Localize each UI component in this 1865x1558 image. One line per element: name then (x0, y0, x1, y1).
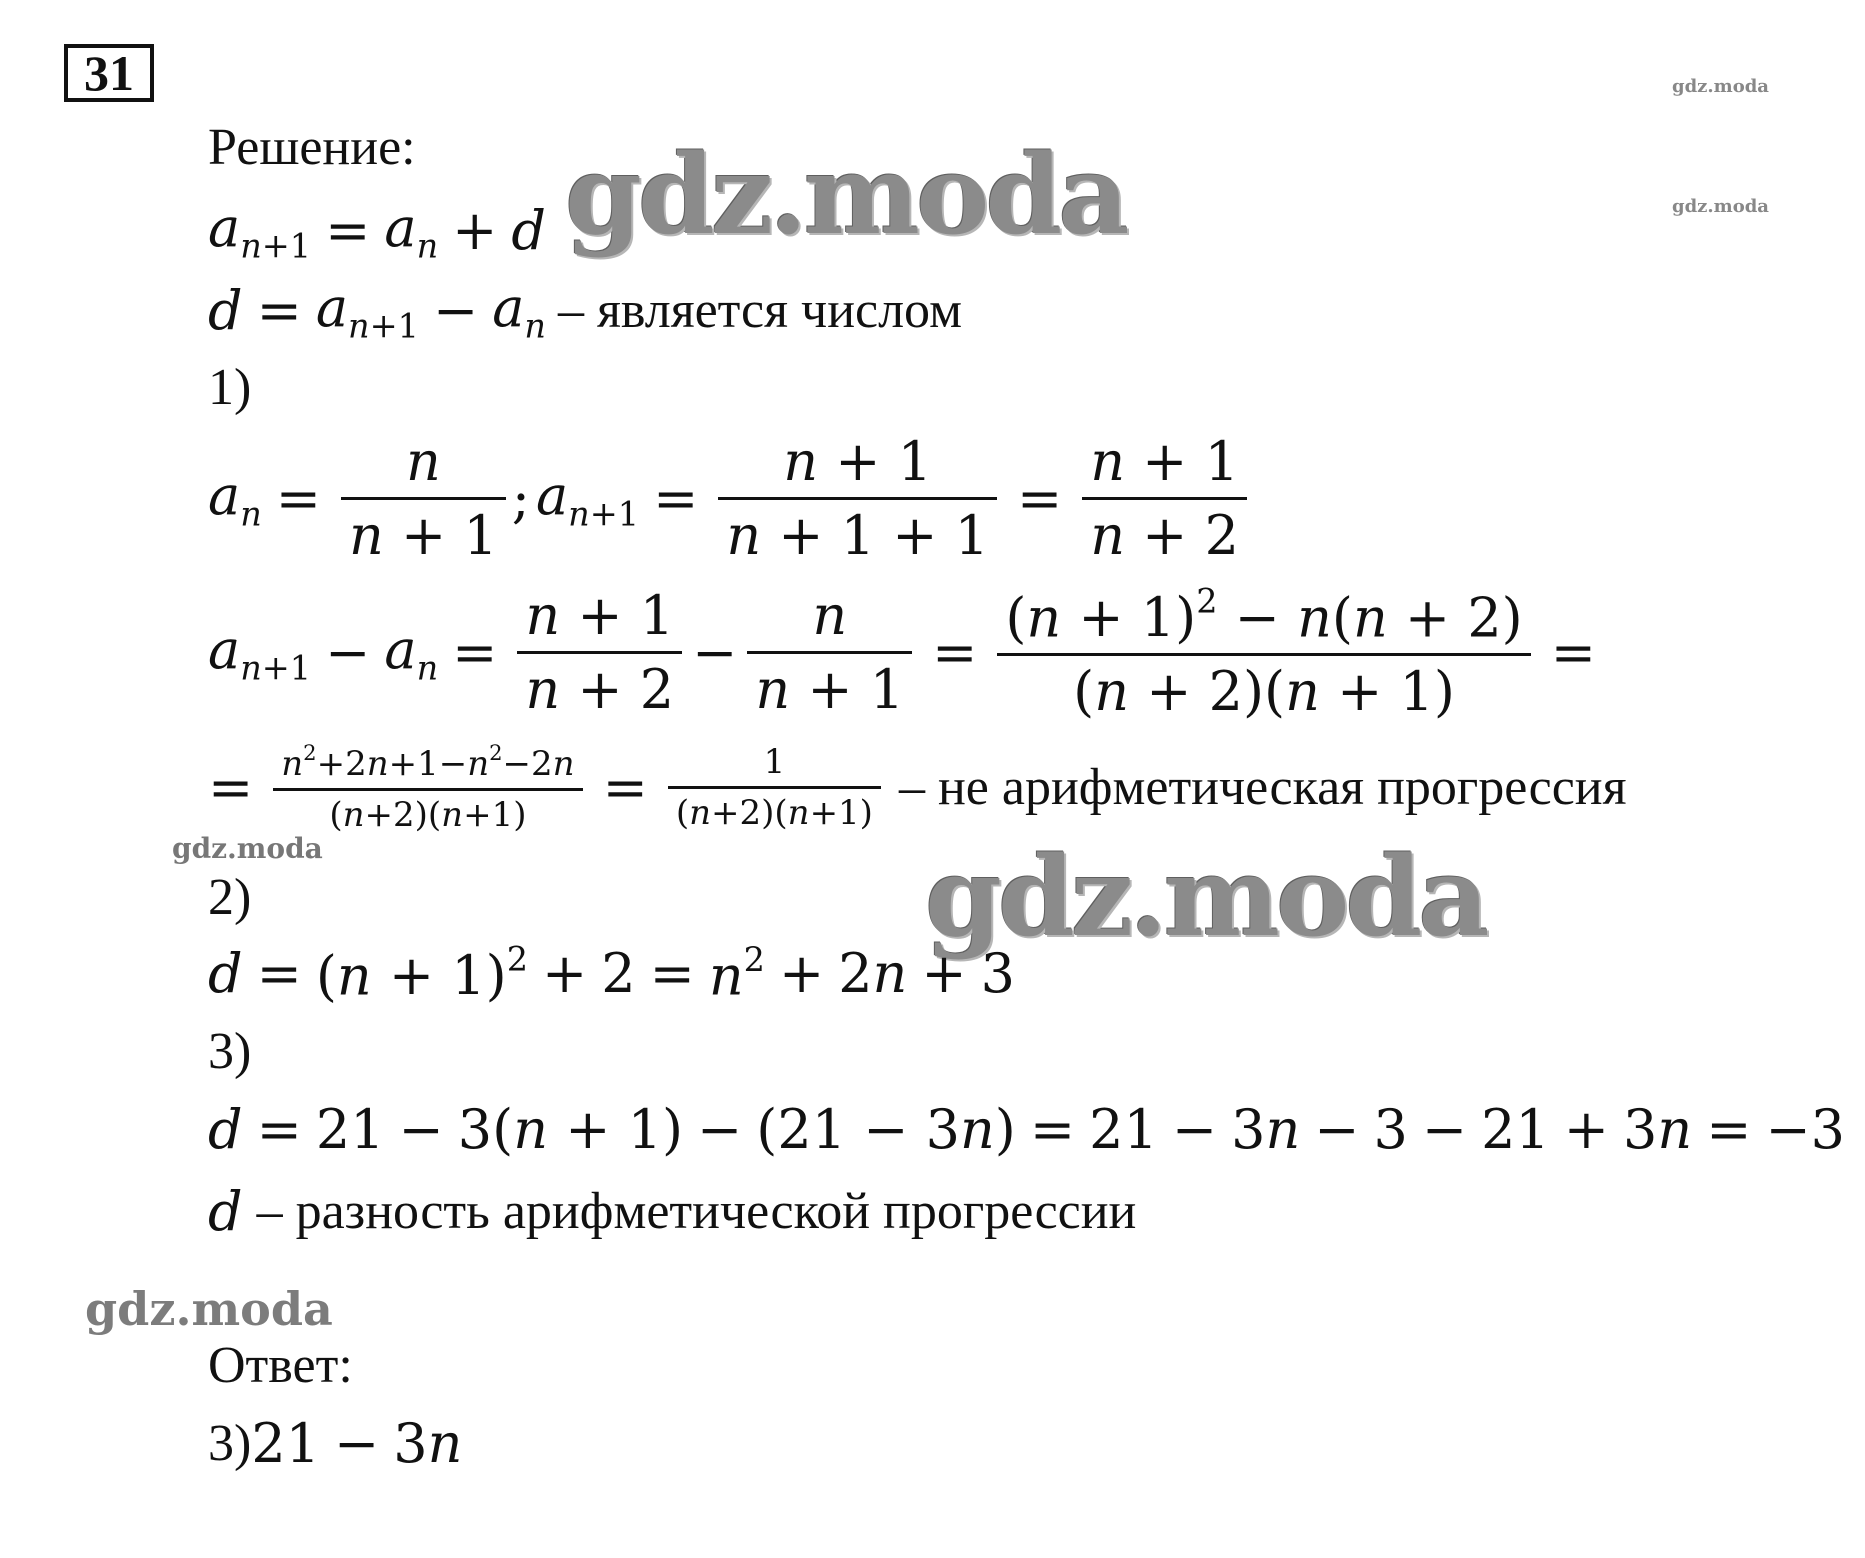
formula-case1-terms: $a_n$ = $\frac{n}{n + 1}$ ; $a_{n+1}$ = $\frac{n + 1}{n + 1 + 1}$ = $\frac{n + 1}{n + 2}$ (208, 430, 1253, 567)
formula-case3: d = 21 − 3(n + 1) − (21 − 3n) = 21 − 3n − 3 − 21 + 3n = −3 (208, 1098, 1846, 1161)
watermark-bottom-left: gdz.moda (85, 1282, 333, 1336)
watermark-top-right-1: gdz.moda (1672, 76, 1769, 97)
formula-case1-result: = $\frac{n^2+2n+1-n^2-2n}{(n+2)(n+1)}$ = $\frac{1}{(n+2)(n+1)}$ – не арифметическая прогрессия (208, 740, 1627, 835)
watermark-left-middle: gdz.moda (172, 832, 323, 865)
problem-number: 31 (64, 44, 154, 102)
formula-difference-definition: d = $a_{n+1}$ − $a_n$ – является числом (208, 276, 962, 346)
case-1-label: 1) (208, 359, 252, 416)
formula-recurrence: $a_{n+1}$ = $a_n$ + d (208, 196, 546, 266)
watermark-large-middle: gdz.moda (925, 832, 1486, 961)
formula-case2: d = $(n + 1)^2$ + 2 = $n^2$ + 2n + 3 (208, 940, 1015, 1008)
not-ap-text: – не арифметическая прогрессия (898, 758, 1627, 816)
difference-of-ap-text: – разность арифметической прогрессии (256, 1183, 1137, 1240)
is-number-text: – является числом (557, 282, 962, 340)
answer-heading: Ответ: (208, 1337, 353, 1394)
watermark-top-right-2: gdz.moda (1672, 196, 1769, 217)
answer-value: 3) 21 − 3n (208, 1412, 463, 1475)
difference-statement: d – разность арифметической прогрессии (208, 1180, 1137, 1243)
watermark-large-top: gdz.moda (565, 130, 1126, 259)
case-3-label: 3) (208, 1023, 252, 1080)
solution-heading: Решение: (208, 119, 416, 176)
formula-case1-difference: $a_{n+1}$ − $a_n$ = $\frac{n + 1}{n + 2}$ − $\frac{n}{n + 1}$ = $\frac{(n + 1)^2 - n(n + 2)}{(n + 2)(n + 1)}$ = (208, 582, 1596, 724)
case-2-label: 2) (208, 869, 252, 926)
